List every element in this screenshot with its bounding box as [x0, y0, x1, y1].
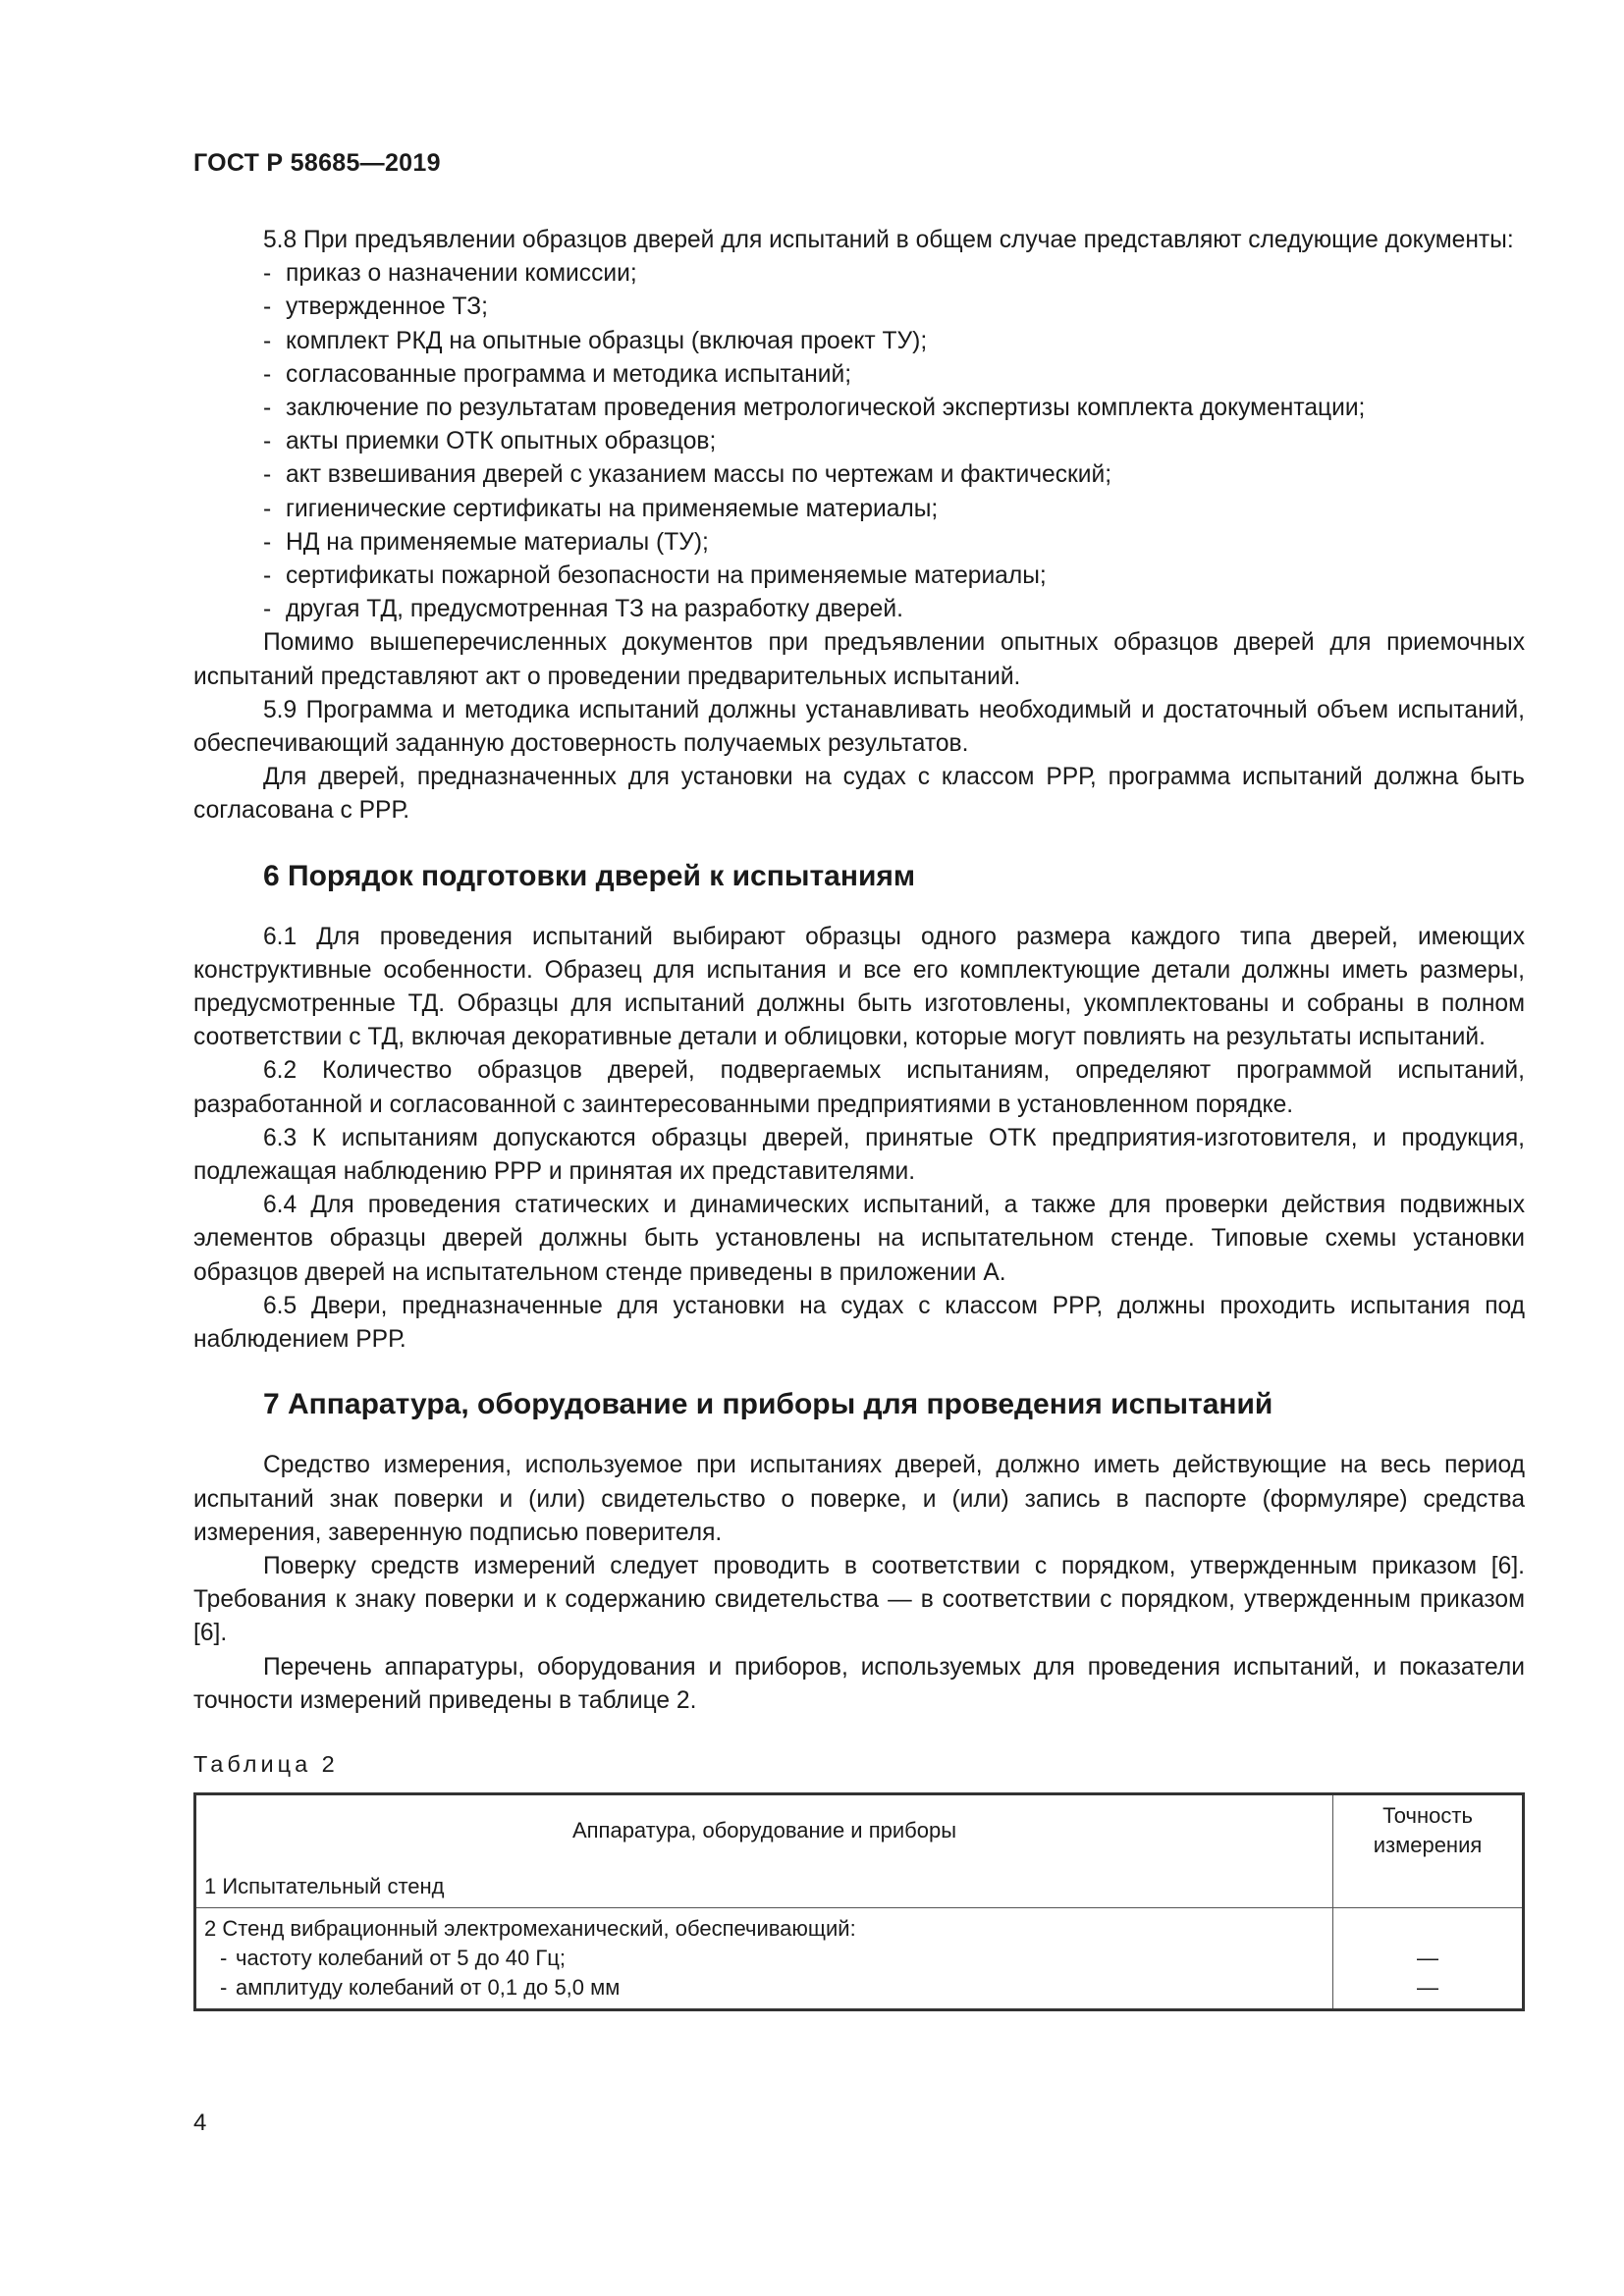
page-number: 4 [193, 2109, 207, 2136]
list-item: - утвержденное ТЗ; [263, 294, 488, 321]
list-item: - НД на применяемые материалы (ТУ); [263, 528, 709, 556]
paragraph-6-3: 6.3 К испытаниям допускаются образцы дверей, принятые ОТК предприятия-изготовителя, и продукция, подлежащая наблюдению РРР и принятая их представителями. [193, 1124, 1525, 1186]
document-body [193, 224, 1525, 2011]
paragraph-6-1: 6.1 Для проведения испытаний выбирают образцы одного размера каждого типа дверей, имеющих конструктивные особенности. Образец для испытания и все его комплектующие детали должны иметь размеры, предусмотренные ТД. Образцы для испытаний должны быть изготовлены, укомплектованы и собраны в полном соответствии с ТД, включая декоративные детали и облицовки, которые могут повлиять на результаты испытаний. [193, 923, 1525, 1051]
list-item: - сертификаты пожарной безопасности на применяемые материалы; [263, 562, 1047, 590]
list-item: - другая ТД, предусмотренная ТЗ на разработку дверей. [263, 596, 903, 623]
paragraph-6-2: 6.2 Количество образцов дверей, подвергаемых испытаниям, определяют программой испытаний, разработанной и согласованной с заинтересованными предприятиями в установленном порядке. [193, 1057, 1525, 1118]
table-caption: Таблица 2 [193, 1750, 339, 1777]
paragraph-7-1: Средство измерения, используемое при испытаниях дверей, должно иметь действующие на весь период испытаний знак поверки и (или) свидетельство о поверке, и (или) запись в паспорте (формуляре) средства измерения, заверенную подписью поверителя. [193, 1452, 1525, 1546]
table-row [196, 1908, 1522, 2008]
column-header-accuracy: Точность измерения [1373, 1803, 1483, 1858]
table-header-row [196, 1795, 1522, 1866]
column-header-equipment: Аппаратура, оборудование и приборы [196, 1795, 1333, 1866]
list-item: - приказ о назначении комиссии; [263, 260, 637, 288]
list-item: - заключение по результатам проведения метрологической экспертизы комплекта документации; [263, 395, 1366, 422]
list-item: - акты приемки ОТК опытных образцов; [263, 428, 717, 455]
paragraph-6-4: 6.4 Для проведения статических и динамических испытаний, а также для проверки действия подвижных элементов образцы дверей должны быть установлены на испытательном стенде. Типовые схемы установки образцов дверей на испытательном стенде приведены в приложении А. [193, 1192, 1525, 1286]
table-cell-equipment: 1 Испытательный стенд [196, 1866, 1333, 1908]
section-7-heading: 7 Аппаратура, оборудование и приборы для проведения испытаний [263, 1388, 1273, 1421]
equipment-table [193, 1792, 1525, 2011]
paragraph-7-3: Перечень аппаратуры, оборудования и приборов, используемых для проведения испытаний, и показатели точности измерений приведены в таблице 2. [193, 1653, 1525, 1714]
paragraph-7-2: Поверку средств измерений следует проводить в соответствии с порядком, утвержденным приказом [6]. Требования к знаку поверки и к содержанию свидетельства — в соответствии с порядком, утвержденным приказом [6]. [193, 1552, 1525, 1647]
table-cell-accuracy [1333, 1866, 1522, 1908]
standard-header: ГОСТ Р 58685—2019 [193, 149, 441, 177]
documents-list [193, 257, 1525, 626]
list-item: - акт взвешивания дверей с указанием массы по чертежам и фактический; [263, 461, 1112, 489]
list-item: - комплект РКД на опытные образцы (включая проект ТУ); [263, 327, 928, 354]
list-item: - гигиенические сертификаты на применяемые материалы; [263, 495, 939, 522]
paragraph-5-9-rrr: Для дверей, предназначенных для установки на судах с классом РРР, программа испытаний должна быть согласована с РРР. [193, 764, 1525, 825]
paragraph-5-8: 5.8 При предъявлении образцов дверей для испытаний в общем случае представляют следующие документы: [263, 227, 1514, 253]
table-cell-equipment: 2 Стенд вибрационный электромеханический, обеспечивающий: - частоту колебаний от 5 до 40 Гц; - амплитуду колебаний от 0,1 до 5,0 мм [196, 1908, 1333, 2008]
section-6-heading: 6 Порядок подготовки дверей к испытаниям [263, 859, 916, 892]
table-cell-accuracy: — — [1417, 1946, 1438, 2001]
table-row [196, 1866, 1522, 1908]
list-item: - согласованные программа и методика испытаний; [263, 360, 852, 388]
paragraph-6-5: 6.5 Двери, предназначенные для установки на судах с классом РРР, должны проходить испытания под наблюдением РРР. [193, 1292, 1525, 1354]
paragraph-5-8-after: Помимо вышеперечисленных документов при предъявлении опытных образцов дверей для приемочных испытаний представляют акт о проведении предварительных испытаний. [193, 629, 1525, 690]
paragraph-5-9: 5.9 Программа и методика испытаний должны устанавливать необходимый и достаточный объем испытаний, обеспечивающий заданную достоверность получаемых результатов. [193, 696, 1525, 758]
